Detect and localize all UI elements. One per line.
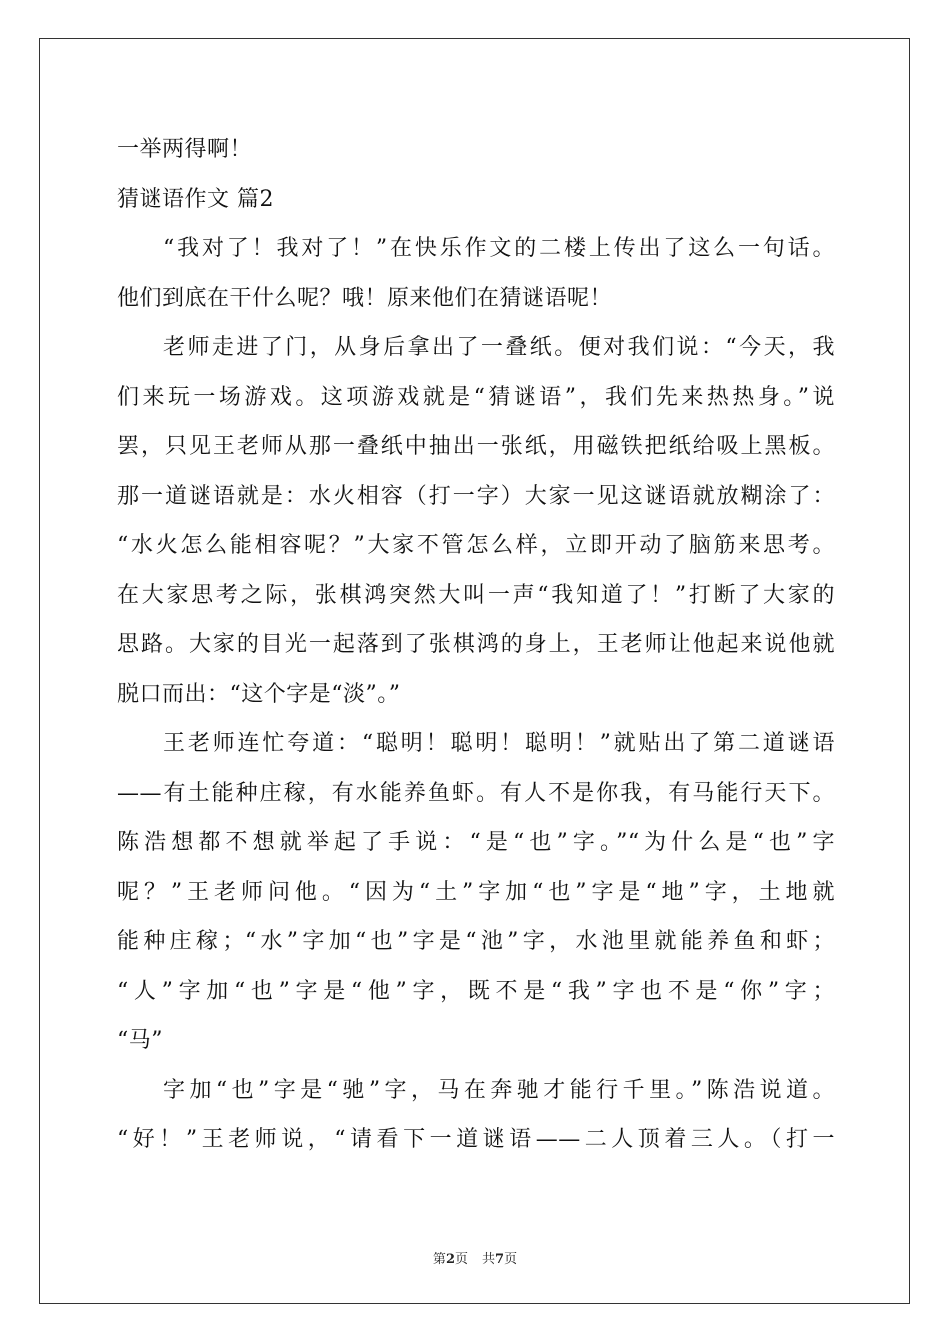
text-line: 王老师连忙夸道：“聪明！聪明！聪明！”就贴出了第二道谜语 <box>163 731 835 756</box>
text-line: 他们到底在干什么呢？哦！原来他们在猜谜语呢！ <box>117 285 613 311</box>
text-line: 脱口而出：“这个字是“淡”。” <box>117 681 401 707</box>
total-page-number: 7 <box>495 1252 505 1267</box>
text-line: 老师走进了门，从身后拿出了一叠纸。便对我们说：“今天，我 <box>163 335 835 360</box>
page-prefix: 第 <box>432 1252 446 1267</box>
text-line: “我对了！我对了！”在快乐作文的二楼上传出了这么一句话。 <box>163 236 835 261</box>
text-line: 罢，只见王老师从那一叠纸中抽出一张纸，用磁铁把纸给吸上黑板。 <box>117 434 835 459</box>
total-prefix: 共 <box>482 1252 496 1267</box>
current-page-number: 2 <box>445 1252 455 1267</box>
page-suffix: 页 <box>454 1252 468 1267</box>
text-line: 能种庄稼；“水”字加“也”字是“池”字，水池里就能养鱼和虾； <box>117 929 835 954</box>
text-line: 陈浩想都不想就举起了手说：“是“也”字。”“为什么是“也”字 <box>117 830 835 855</box>
text-line: 字加“也”字是“驰”字，马在奔驰才能行千里。”陈浩说道。 <box>163 1077 835 1103</box>
section-heading: 猜谜语作文 篇2 <box>117 186 274 212</box>
text-line: ——有土能种庄稼，有水能养鱼虾。有人不是你我，有马能行天下。 <box>117 780 835 806</box>
page-footer <box>0 1248 950 1267</box>
text-line: 呢？”王老师问他。“因为“土”字加“也”字是“地”字，土地就 <box>117 879 835 905</box>
text-line: 那一道谜语就是：水火相容（打一字）大家一见这谜语就放糊涂了： <box>117 483 835 509</box>
document-body <box>117 125 835 1165</box>
text-line: “人”字加“也”字是“他”字，既不是“我”字也不是“你”字； <box>117 978 835 1004</box>
text-line: 思路。大家的目光一起落到了张棋鸿的身上，王老师让他起来说他就 <box>117 632 835 657</box>
total-suffix: 页 <box>504 1252 518 1267</box>
text-line: 一举两得啊！ <box>117 137 253 162</box>
text-line: 们来玩一场游戏。这项游戏就是“猜谜语”，我们先来热热身。”说 <box>117 384 835 410</box>
text-line: 在大家思考之际，张棋鸿突然大叫一声“我知道了！”打断了大家的 <box>117 582 835 608</box>
text-line: “水火怎么能相容呢？”大家不管怎么样，立即开动了脑筋来思考。 <box>117 533 835 558</box>
text-line: “好！”王老师说，“请看下一道谜语——二人顶着三人。（打一 <box>117 1127 835 1152</box>
text-line: “马” <box>117 1028 163 1053</box>
